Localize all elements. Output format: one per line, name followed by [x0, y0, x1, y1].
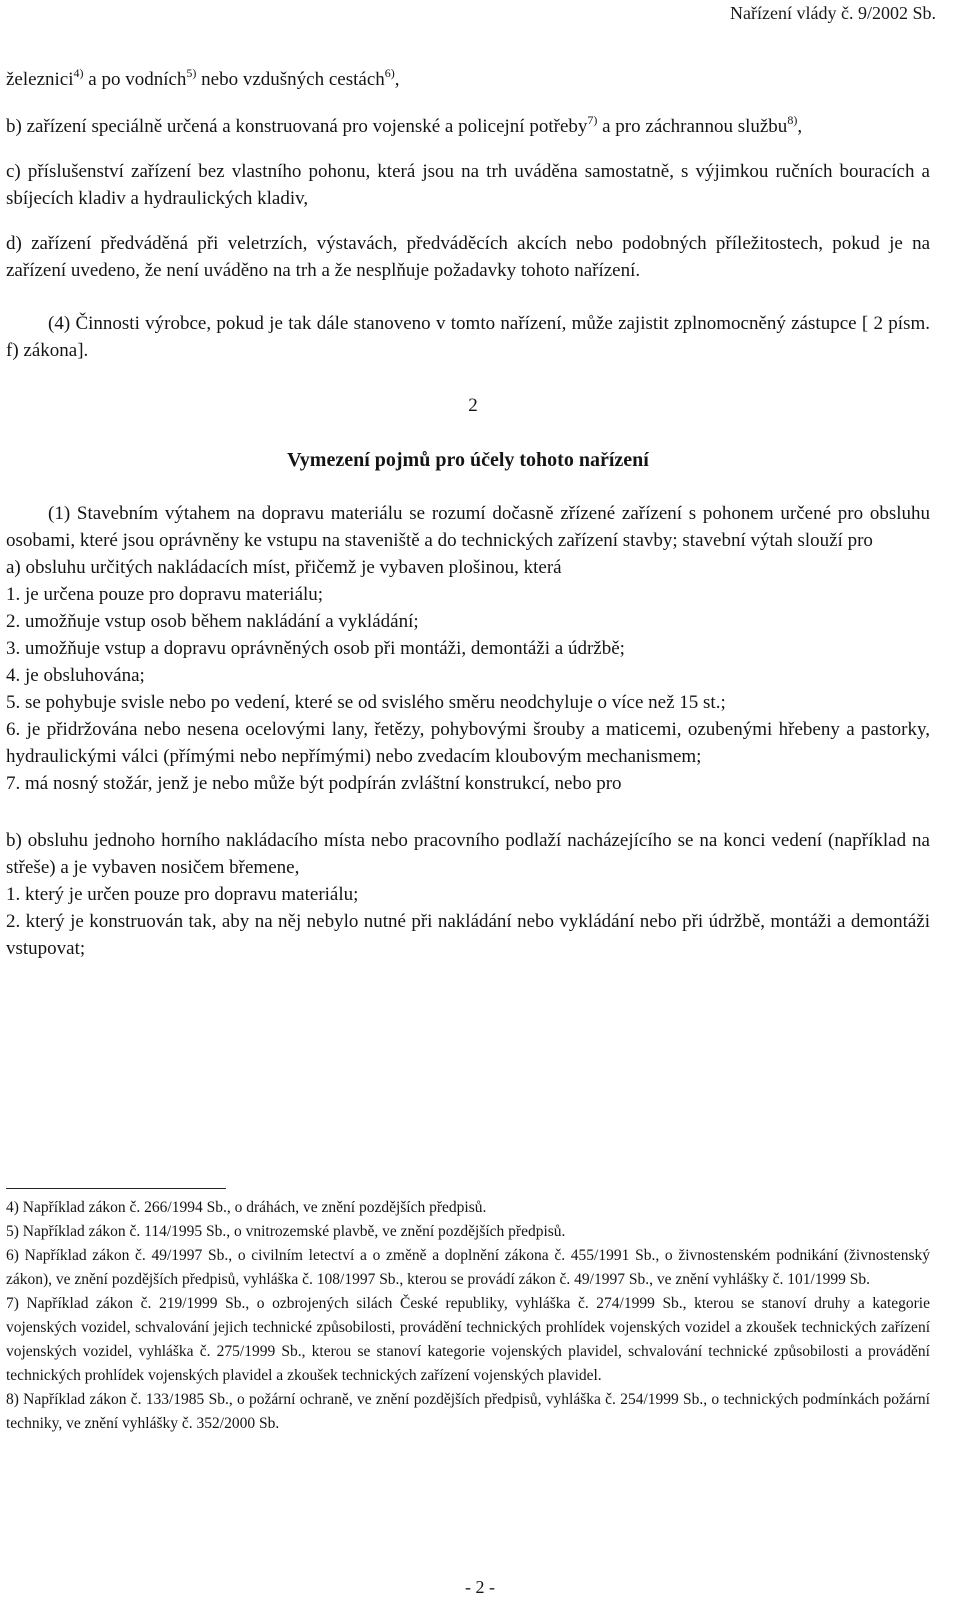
- footnote-divider: [6, 1188, 226, 1189]
- page-header: Nařízení vlády č. 9/2002 Sb.: [730, 3, 936, 23]
- list-a-item: 1. je určena pouze pro dopravu materiálu;: [6, 584, 324, 605]
- footnote-7: 7) Například zákon č. 219/1999 Sb., o ozbrojených silách České republiky, vyhláška č. 274/1999 Sb., kterou se stanoví druhy a kategorie vojenských vozidel, schvalování jejich technické způsobilosti, provádění technických prohlídek vojenských vozidel a zkoušek technických zařízení vojenských vozidel, vyhláška č. 275/1999 Sb., kterou se stanoví kategorie vojenských plavidel, schvalování technické způsobilosti a provádění technických prohlídek vojenských plavidel a zkoušek technických zařízení vojenských plavidel.: [6, 1295, 930, 1384]
- footnote-ref-8[interactable]: 8): [787, 113, 798, 127]
- footnote-ref-4[interactable]: 4): [73, 66, 84, 80]
- paragraph-c: c) příslušenství zařízení bez vlastního pohonu, která jsou na trh uváděna samostatně, s výjimkou ručních bouracích a sbíjecích kladiv a hydraulických kladiv,: [6, 161, 930, 209]
- list-a-item: 6. je přidržována nebo nesena ocelovými lany, řetězy, pohybovými šrouby a maticemi, ozubenými hřebeny a pastorky, hydraulickými válci (přímými nebo nepřímými) nebo zvedacím kloubovým mechanismem;: [6, 719, 930, 767]
- footnote-8: 8) Například zákon č. 133/1985 Sb., o požární ochraně, ve znění pozdějších předpisů, vyhláška č. 254/1999 Sb., o technických podmínkách požární techniky, ve znění vyhlášky č. 352/2000 Sb.: [6, 1391, 930, 1432]
- list-b-item: 1. který je určen pouze pro dopravu materiálu;: [6, 884, 359, 905]
- section-number: 2: [468, 395, 478, 416]
- list-b-item: 2. který je konstruován tak, aby na něj nebylo nutné při nakládání nebo vykládání nebo při údržbě, montáži a demontáži vstupovat;: [6, 911, 930, 959]
- footnote-ref-7[interactable]: 7): [587, 113, 598, 127]
- footnote-ref-5[interactable]: 5): [186, 66, 197, 80]
- paragraph-d: d) zařízení předváděná při veletrzích, výstavách, předváděcích akcích nebo podobných příležitostech, pokud je na zařízení uvedeno, že není uváděno na trh a že nesplňuje požadavky tohoto nařízení.: [6, 233, 930, 281]
- paragraph-1: (1) Stavebním výtahem na dopravu materiálu se rozumí dočasně zřízené zařízení s pohonem určené pro obsluhu osobami, které jsou oprávněny ke vstupu na staveniště a do technických zařízení stavby; stavební výtah slouží pro: [6, 503, 930, 551]
- footnotes: [6, 1196, 930, 1436]
- footnote-ref-6[interactable]: 6): [384, 66, 395, 80]
- list-a-item: 7. má nosný stožár, jenž je nebo může být podpírán zvláštní konstrukcí, nebo pro: [6, 773, 622, 794]
- paragraph-4: (4) Činnosti výrobce, pokud je tak dále stanoveno v tomto nařízení, může zajistit zplnomocněný zástupce [ 2 písm. f) zákona].: [6, 313, 930, 361]
- list-a-item: a) obsluhu určitých nakládacích míst, přičemž je vybaven plošinou, která: [6, 557, 562, 578]
- list-a-item: 3. umožňuje vstup a dopravu oprávněných osob při montáži, demontáži a údržbě;: [6, 638, 625, 659]
- page-number: - 2 -: [465, 1577, 495, 1597]
- footnote-5: 5) Například zákon č. 114/1995 Sb., o vnitrozemské plavbě, ve znění pozdějších předpisů.: [6, 1223, 566, 1240]
- list-a-item: 5. se pohybuje svisle nebo po vedení, které se od svislého směru neodchyluje o více než 15 st.;: [6, 692, 726, 713]
- paragraph-b: b) zařízení speciálně určená a konstruovaná pro vojenské a policejní potřeby$^{7)}$ a pro záchrannou službu$^{8)}$,: [6, 113, 803, 137]
- list-a-item: 2. umožňuje vstup osob během nakládání a vykládání;: [6, 611, 419, 632]
- list-b-item: b) obsluhu jednoho horního nakládacího místa nebo pracovního podlaží nacházejícího se na konci vedení (například na střeše) a je vybaven nosičem břemene,: [6, 830, 930, 878]
- list-a-item: 4. je obsluhována;: [6, 665, 145, 686]
- section-title: Vymezení pojmů pro účely tohoto nařízení: [287, 449, 649, 471]
- paragraph-transport-routes: železnici$^{4)}$ a po vodních$^{5)}$ nebo vzdušných cestách$^{6)}$,: [6, 66, 400, 90]
- document-body: [6, 66, 930, 962]
- footnote-4: 4) Například zákon č. 266/1994 Sb., o dráhách, ve znění pozdějších předpisů.: [6, 1199, 487, 1216]
- footnote-6: 6) Například zákon č. 49/1997 Sb., o civilním letectví a o změně a doplnění zákona č. 455/1991 Sb., o živnostenském podnikání (živnostenský zákon), ve znění pozdějších předpisů, vyhláška č. 108/1997 Sb., kterou se provádí zákon č. 49/1997 Sb., ve znění vyhlášky č. 101/1999 Sb.: [6, 1247, 930, 1288]
